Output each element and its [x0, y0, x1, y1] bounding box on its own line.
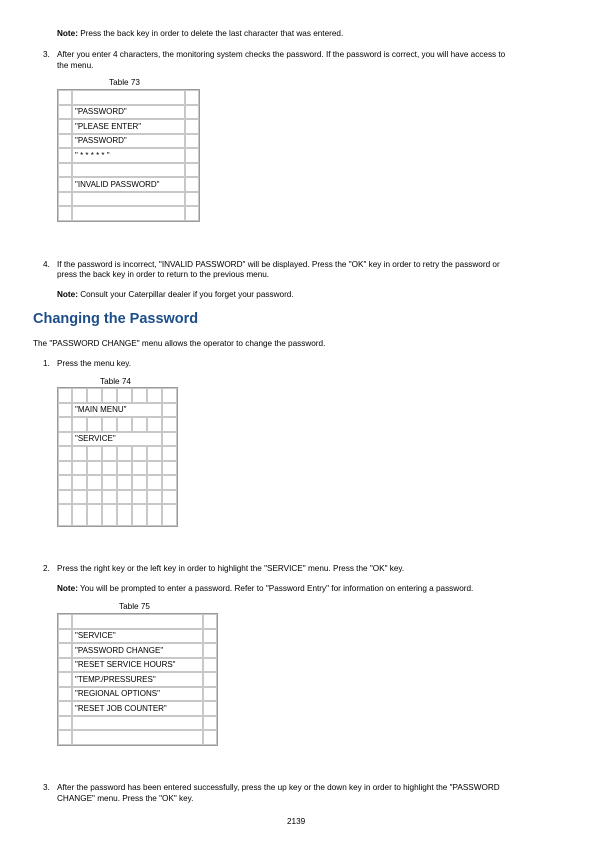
table-cell: "INVALID PASSWORD"	[72, 177, 185, 192]
table-cell: "TEMP./PRESSURES"	[72, 672, 203, 687]
table-cell	[58, 432, 72, 447]
table-cell	[58, 643, 72, 658]
note-paragraph	[57, 584, 473, 595]
table-row	[58, 403, 177, 418]
table-cell	[203, 672, 217, 687]
table-cell: "RESET JOB COUNTER"	[72, 701, 203, 716]
table-cell: "SERVICE"	[72, 432, 162, 447]
table-row	[58, 148, 199, 163]
table-cell	[58, 629, 72, 644]
table-cell	[117, 417, 132, 432]
note-paragraph	[57, 290, 294, 301]
table-cell	[58, 388, 72, 403]
section-intro: The "PASSWORD CHANGE" menu allows the operator to change the password.	[33, 339, 326, 348]
table-cell	[58, 701, 72, 716]
table-cell: "SERVICE"	[72, 629, 203, 644]
table-cell	[203, 687, 217, 702]
table-row	[58, 687, 217, 702]
table-cell: "PASSWORD"	[72, 134, 185, 149]
table-row	[58, 105, 199, 120]
table-cell	[72, 504, 87, 526]
table-cell	[72, 90, 185, 105]
note-label: Note:	[57, 29, 78, 38]
table-cell	[147, 461, 162, 476]
table-cell	[58, 716, 72, 731]
section-heading: Changing the Password	[33, 311, 199, 327]
table-cell	[203, 658, 217, 673]
table-cell	[117, 461, 132, 476]
table-cell	[203, 643, 217, 658]
table-row	[58, 730, 217, 745]
table-row	[58, 432, 177, 447]
table-cell	[72, 475, 87, 490]
table-cell	[132, 461, 147, 476]
table-cell	[162, 432, 177, 447]
table-cell	[203, 716, 217, 731]
table-cell	[147, 388, 162, 403]
table-cell	[117, 475, 132, 490]
step-text-line: Press the menu key.	[57, 359, 132, 368]
table-cell	[102, 388, 117, 403]
table-cell	[58, 672, 72, 687]
table-cell	[58, 461, 72, 476]
table-cell	[87, 504, 102, 526]
step-number: 1.	[43, 359, 50, 368]
table-cell	[203, 614, 217, 629]
table-cell	[72, 388, 87, 403]
table-cell	[58, 134, 72, 149]
table-row	[58, 461, 177, 476]
table-cell	[87, 388, 102, 403]
table-row	[58, 417, 177, 432]
table-cell	[185, 105, 199, 120]
table-cell	[72, 490, 87, 505]
table-cell	[102, 475, 117, 490]
table-cell	[162, 388, 177, 403]
table-cell	[58, 148, 72, 163]
table-row	[58, 490, 177, 505]
table-cell	[185, 90, 199, 105]
table-cell: "PASSWORD"	[72, 105, 185, 120]
table-cell	[117, 490, 132, 505]
step-number: 2.	[43, 564, 50, 573]
table-caption: Table 75	[119, 602, 150, 611]
table-cell	[185, 134, 199, 149]
table-cell	[162, 475, 177, 490]
table-cell	[58, 206, 72, 221]
table-cell	[147, 417, 162, 432]
table-cell	[58, 446, 72, 461]
table-cell: " * * * * * "	[72, 148, 185, 163]
table-cell	[147, 504, 162, 526]
table-row	[58, 192, 199, 207]
table-row	[58, 701, 217, 716]
table-cell	[132, 504, 147, 526]
table-cell	[162, 446, 177, 461]
table-cell	[132, 388, 147, 403]
table-cell	[58, 504, 72, 526]
table-row	[58, 629, 217, 644]
table-cell	[58, 417, 72, 432]
table-row	[58, 643, 217, 658]
table-cell	[162, 403, 177, 418]
table-row	[58, 504, 177, 526]
table-cell	[72, 206, 185, 221]
display-table-75	[57, 613, 218, 746]
table-cell	[58, 163, 72, 178]
table-row	[58, 177, 199, 192]
table-cell: "RESET SERVICE HOURS"	[72, 658, 203, 673]
table-cell	[72, 730, 203, 745]
table-cell	[58, 119, 72, 134]
table-cell	[87, 417, 102, 432]
table-cell	[58, 192, 72, 207]
table-row	[58, 446, 177, 461]
table-row	[58, 206, 199, 221]
table-cell	[132, 490, 147, 505]
note-text: You will be prompted to enter a password. Refer to "Password Entry" for information on entering a password.	[77, 584, 474, 593]
table-row	[58, 658, 217, 673]
table-cell	[162, 417, 177, 432]
table-row	[58, 134, 199, 149]
table-row	[58, 716, 217, 731]
table-cell: "PASSWORD CHANGE"	[72, 643, 203, 658]
table-cell	[185, 192, 199, 207]
table-cell	[203, 701, 217, 716]
step-number: 3.	[43, 783, 50, 792]
step-text-line: If the password is incorrect, "INVALID PASSWORD" will be displayed. Press the "OK" key in order to retry the password or	[57, 260, 500, 269]
step-number: 4.	[43, 260, 50, 269]
table-cell	[117, 388, 132, 403]
step-text-line: the menu.	[57, 61, 94, 70]
table-cell	[162, 504, 177, 526]
table-cell	[72, 163, 185, 178]
table-cell	[147, 446, 162, 461]
display-table-73	[57, 89, 200, 222]
table-cell	[58, 105, 72, 120]
table-cell	[72, 461, 87, 476]
table-cell	[132, 417, 147, 432]
table-cell	[58, 730, 72, 745]
table-row	[58, 163, 199, 178]
table-row	[58, 90, 199, 105]
table-cell	[72, 192, 185, 207]
table-cell	[72, 417, 87, 432]
table-row	[58, 672, 217, 687]
table-cell	[102, 417, 117, 432]
table-cell	[203, 629, 217, 644]
table-caption: Table 74	[100, 377, 131, 386]
table-cell	[117, 504, 132, 526]
table-cell	[185, 119, 199, 134]
table-cell	[117, 446, 132, 461]
step-text-line: Press the right key or the left key in order to highlight the "SERVICE" menu. Press the "OK" key.	[57, 564, 405, 573]
table-cell	[162, 490, 177, 505]
table-cell	[58, 403, 72, 418]
table-row	[58, 475, 177, 490]
step-text-line: After you enter 4 characters, the monitoring system checks the password. If the password is correct, you will have access to	[57, 50, 506, 59]
table-cell	[87, 461, 102, 476]
display-table-74	[57, 387, 178, 527]
table-cell	[185, 177, 199, 192]
table-cell	[147, 490, 162, 505]
table-cell	[102, 446, 117, 461]
step-text-line: After the password has been entered successfully, press the up key or the down key in order to highlight the "PASSWORD	[57, 783, 500, 792]
table-cell	[72, 716, 203, 731]
table-cell	[147, 475, 162, 490]
table-cell	[58, 475, 72, 490]
table-cell	[87, 475, 102, 490]
table-cell	[162, 461, 177, 476]
table-cell	[102, 490, 117, 505]
table-cell	[132, 446, 147, 461]
table-cell	[58, 614, 72, 629]
table-cell	[58, 687, 72, 702]
step-number: 3.	[43, 50, 50, 59]
table-cell	[185, 206, 199, 221]
table-cell	[203, 730, 217, 745]
table-cell	[58, 177, 72, 192]
table-cell	[185, 163, 199, 178]
table-cell: "PLEASE ENTER"	[72, 119, 185, 134]
table-cell	[58, 90, 72, 105]
page-number: 2139	[287, 817, 306, 826]
note-paragraph	[57, 29, 343, 40]
table-cell	[58, 658, 72, 673]
table-cell: "MAIN MENU"	[72, 403, 162, 418]
note-label: Note:	[57, 584, 78, 593]
table-row	[58, 614, 217, 629]
note-label: Note:	[57, 290, 78, 299]
table-cell	[87, 446, 102, 461]
table-row	[58, 119, 199, 134]
step-text-line: press the back key in order to return to the previous menu.	[57, 270, 270, 279]
table-cell	[185, 148, 199, 163]
table-cell	[58, 490, 72, 505]
table-cell	[87, 490, 102, 505]
note-text: Consult your Caterpillar dealer if you forget your password.	[77, 290, 294, 299]
table-cell	[102, 504, 117, 526]
step-text-line: CHANGE" menu. Press the "OK" key.	[57, 794, 194, 803]
note-text: Press the back key in order to delete the last character that was entered.	[77, 29, 344, 38]
table-cell	[72, 446, 87, 461]
table-cell	[72, 614, 203, 629]
table-cell	[102, 461, 117, 476]
table-cell	[132, 475, 147, 490]
table-cell: "REGIONAL OPTIONS"	[72, 687, 203, 702]
table-row	[58, 388, 177, 403]
table-caption: Table 73	[109, 78, 140, 87]
